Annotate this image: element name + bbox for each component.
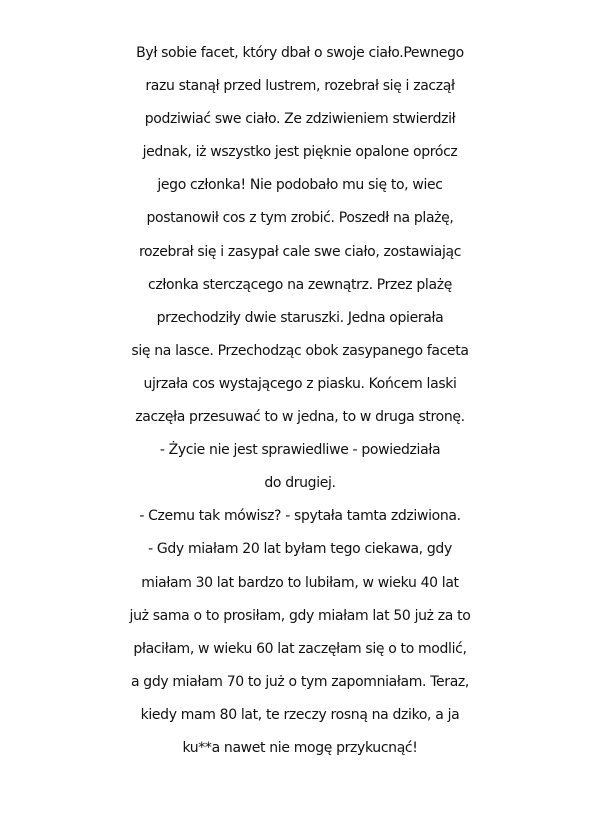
text-line-2: razu stanął przed lustrem, rozebrał się i zaczął — [145, 78, 455, 95]
text-line-7: rozebrał się i zasypał cale swe ciało, zostawiając — [138, 243, 462, 260]
text-line-16: - Gdy miałam 20 lat byłam tego ciekawa, gdy — [148, 541, 452, 558]
text-line-22: ku**a nawet nie mogę przykucnąć! — [182, 739, 418, 756]
text-line-20: a gdy miałam 70 to już o tym zapomniałam. Teraz, — [130, 673, 470, 690]
text-line-8: członka sterczącego na zewnątrz. Przez plażę — [148, 276, 452, 293]
text-line-19: płaciłam, w wieku 60 lat zaczęłam się o to modlić, — [133, 640, 467, 657]
text-line-14: do drugiej. — [264, 475, 336, 492]
text-line-18: już sama o to prosiłam, gdy miałam lat 50 już za to — [129, 607, 471, 624]
text-line-6: postanowił cos z tym zrobić. Poszedł na plażę, — [146, 210, 454, 227]
text-line-15: - Czemu tak mówisz? - spytała tamta zdziwiona. — [139, 508, 461, 525]
text-line-3: podziwiać swe ciało. Ze zdziwieniem stwierdził — [144, 111, 456, 128]
text-line-13: - Życie nie jest sprawiedliwe - powiedziała — [159, 442, 441, 459]
text-line-4: jednak, iż wszystko jest pięknie opalone oprócz — [142, 144, 458, 161]
text-line-11: ujrzała cos wystającego z piasku. Końcem laski — [143, 375, 457, 392]
text-line-1: Był sobie facet, który dbał o swoje ciało.Pewnego — [136, 45, 464, 61]
text-line-10: się na lasce. Przechodząc obok zasypanego faceta — [131, 342, 469, 359]
text-line-9: przechodziły dwie staruszki. Jedna opierała — [156, 309, 444, 326]
text-line-12: zaczęła przesuwać to w jedna, to w druga stronę. — [135, 409, 465, 426]
text-line-17: miałam 30 lat bardzo to lubiłam, w wieku 40 lat — [141, 574, 459, 591]
text-line-5: jego członka! Nie podobało mu się to, wiec — [157, 177, 443, 194]
text-line-21: kiedy mam 80 lat, te rzeczy rosną na dziko, a ja — [140, 706, 460, 723]
